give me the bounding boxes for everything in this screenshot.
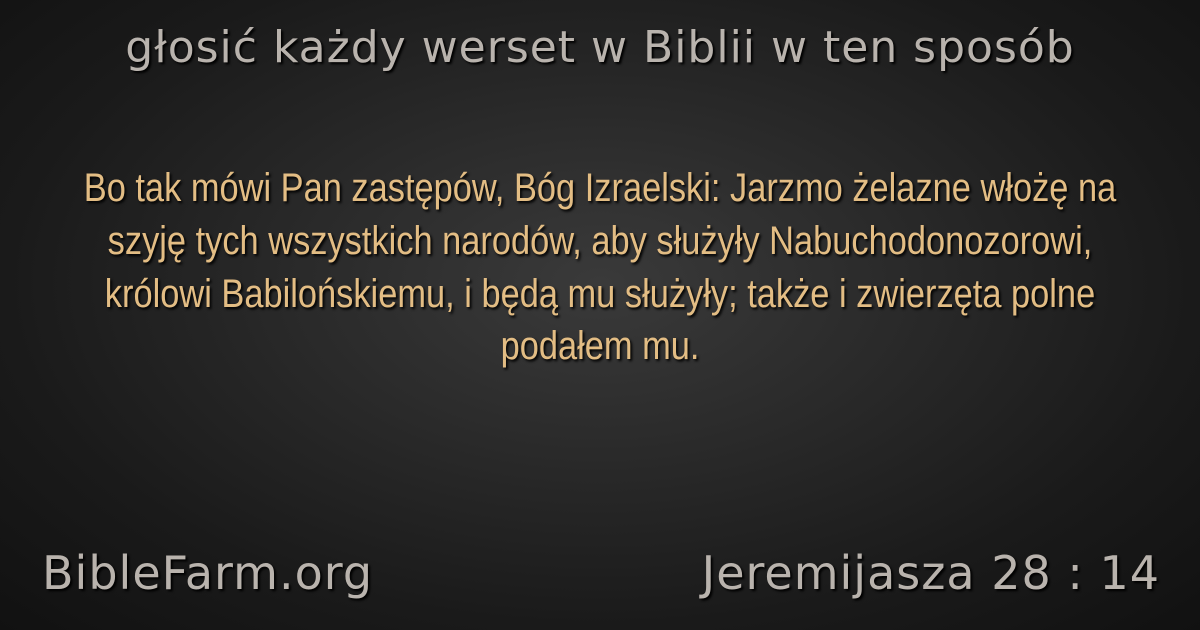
site-name: BibleFarm.org xyxy=(42,546,374,600)
verse-block xyxy=(83,162,1117,373)
verse-text: Bo tak mówi Pan zastępów, Bóg Izraelski: Jarzmo żelazne włożę na szyję tych wszystkich narodów, aby służyły Nabuchodonozorowi, królowi Babilońskiemu, i będą mu służyły; także i zwierzęta polne podałem mu. xyxy=(83,166,1117,369)
header-tagline: głosić każdy werset w Biblii w ten sposób xyxy=(125,22,1075,73)
verse-reference: Jeremijasza 28 : 14 xyxy=(701,546,1160,600)
